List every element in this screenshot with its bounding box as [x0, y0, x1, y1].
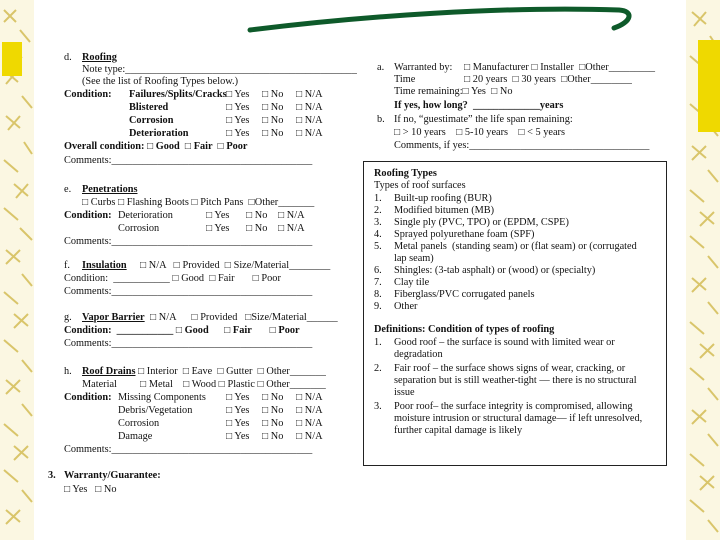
no-checkbox[interactable]: □ No — [262, 102, 284, 113]
roof-type-item: Modified bitumen (MB) — [394, 205, 495, 216]
section-g-number: g. — [64, 312, 72, 323]
drain-material-options[interactable]: Material □ Metal □ Wood □ Plastic □ Other_______ — [82, 379, 326, 390]
comments-field[interactable]: Comments:_______________________________________ — [64, 286, 313, 297]
warranty-comments-field[interactable]: Comments, if yes:___________________________________ — [394, 140, 650, 151]
definition-number: 2. — [374, 363, 382, 374]
roof-type-item: Built-up roofing (BUR) — [394, 193, 492, 204]
definition-line: Poor roof– the surface integrity is compromised, allowing — [394, 401, 633, 412]
insulation-condition[interactable]: Condition: ___________ □ Good □ Fair □ Poor — [64, 273, 281, 284]
section-h-title: Roof Drains — [82, 366, 136, 377]
roof-type-item: Clay tile — [394, 277, 430, 288]
roof-type-item: Metal panels (standing seam) or (flat seam) or (corrugated — [394, 241, 637, 252]
header-swoosh — [34, 0, 686, 38]
section-e-title: Penetrations — [82, 184, 138, 195]
no-checkbox[interactable]: □ No — [246, 210, 268, 221]
condition-item: Deterioration — [129, 128, 189, 139]
penetration-options[interactable]: □ Curbs □ Flashing Boots □ Pitch Pans □Other_______ — [82, 197, 315, 208]
definition-line: degradation — [394, 349, 443, 360]
roof-type-item: Fiberglass/PVC corrugated panels — [394, 289, 535, 300]
condition-item: Blistered — [129, 102, 169, 113]
na-checkbox[interactable]: □ N/A — [278, 223, 305, 234]
comments-field[interactable]: Comments:_______________________________________ — [64, 338, 313, 349]
drain-type-options[interactable]: □ Interior □ Eave □ Gutter □ Other_______ — [138, 366, 326, 377]
roof-type-number: 3. — [374, 217, 382, 228]
roof-type-item: Shingles: (3-tab asphalt) or (wood) or (specialty) — [394, 265, 596, 276]
roof-type-item: Other — [394, 301, 418, 312]
yes-checkbox[interactable]: □ Yes — [226, 392, 250, 403]
yes-checkbox[interactable]: □ Yes — [226, 128, 250, 139]
section-e-number: e. — [64, 184, 72, 195]
yes-checkbox[interactable]: □ Yes — [226, 115, 250, 126]
definition-line: Fair roof – the surface shows signs of wear, cracking, or — [394, 363, 626, 374]
vapor-barrier-condition[interactable]: Condition: ___________ □ Good □ Fair □ Poor — [64, 325, 300, 336]
roof-type-number: 4. — [374, 229, 382, 240]
definition-number: 1. — [374, 337, 382, 348]
warranty-yes-no[interactable]: □ Yes □ No — [64, 484, 117, 495]
warranted-by-options[interactable]: □ Manufacturer □ Installer □Other_________ — [464, 62, 656, 73]
roof-type-number: 9. — [374, 301, 382, 312]
roof-type-item: lap seam) — [394, 253, 434, 264]
na-checkbox[interactable]: □ N/A — [296, 392, 323, 403]
condition-item: Corrosion — [129, 115, 174, 126]
lifespan-options[interactable]: □ > 10 years □ 5-10 years □ < 5 years — [394, 127, 565, 138]
condition-item: Corrosion — [118, 418, 160, 429]
section-g-title: Vapor Barrier — [82, 312, 145, 323]
comments-field[interactable]: Comments:_______________________________________ — [64, 155, 313, 166]
na-checkbox[interactable]: □ N/A — [278, 210, 305, 221]
na-checkbox[interactable]: □ N/A — [296, 115, 323, 126]
yes-checkbox[interactable]: □ Yes — [226, 89, 250, 100]
condition-item: Deterioration — [118, 210, 173, 221]
left-decorative-panel — [0, 0, 34, 540]
no-checkbox[interactable]: □ No — [262, 405, 284, 416]
yes-checkbox[interactable]: □ Yes — [206, 210, 230, 221]
roof-type-number: 6. — [374, 265, 382, 276]
time-options[interactable]: □ 20 years □ 30 years □Other________ — [464, 74, 632, 85]
roofing-types-title: Roofing Types — [374, 168, 437, 179]
leaf-pattern-icon — [0, 0, 34, 540]
time-label: Time — [394, 74, 416, 85]
comments-field[interactable]: Comments:_______________________________________ — [64, 444, 313, 455]
condition-item: Missing Components — [118, 392, 206, 403]
condition-item: Damage — [118, 431, 153, 442]
definition-line: separation but is still weather-tight — there is no structural — [394, 375, 637, 386]
roof-type-number: 1. — [374, 193, 382, 204]
roof-type-item: Single ply (PVC, TPO) or (EPDM, CSPE) — [394, 217, 569, 228]
na-checkbox[interactable]: □ N/A — [296, 102, 323, 113]
definition-line: Good roof – the surface is sound with limited wear or — [394, 337, 615, 348]
section-3-number: 3. — [48, 470, 56, 481]
warranted-by-label: Warranted by: — [394, 62, 453, 73]
yes-checkbox[interactable]: □ Yes — [226, 431, 250, 442]
yes-checkbox[interactable]: □ Yes — [226, 418, 250, 429]
section-d-title: Roofing — [82, 52, 117, 63]
na-checkbox[interactable]: □ N/A — [296, 431, 323, 442]
condition-label: Condition: — [64, 210, 112, 221]
no-checkbox[interactable]: □ No — [262, 431, 284, 442]
definition-line: issue — [394, 387, 415, 398]
definition-number: 3. — [374, 401, 382, 412]
section-f-title: Insulation — [82, 260, 127, 271]
no-checkbox[interactable]: □ No — [246, 223, 268, 234]
na-checkbox[interactable]: □ N/A — [296, 418, 323, 429]
roofing-types-subtitle: Types of roof surfaces — [374, 180, 466, 191]
guestimate-label: If no, “guestimate” the life span remaining: — [394, 114, 573, 125]
yes-checkbox[interactable]: □ Yes — [226, 102, 250, 113]
no-checkbox[interactable]: □ No — [262, 392, 284, 403]
note-type-field[interactable]: Note type:_____________________________________________ — [82, 64, 357, 75]
definition-line: moisture intrusion or structural damage— if left unresolved, — [394, 413, 643, 424]
yes-checkbox[interactable]: □ Yes — [206, 223, 230, 234]
definition-line: further capital damage is likely — [394, 425, 523, 436]
time-remaining[interactable]: Time remaining:□ Yes □ No — [394, 86, 513, 97]
condition-label: Condition: — [64, 392, 112, 403]
leaf-pattern-icon — [686, 0, 720, 540]
see-list-note: (See the list of Roofing Types below.) — [82, 76, 238, 87]
overall-condition[interactable]: Overall condition: □ Good □ Fair □ Poor — [64, 141, 248, 152]
condition-item: Corrosion — [118, 223, 160, 234]
right-decorative-panel — [686, 0, 720, 540]
roof-type-number: 8. — [374, 289, 382, 300]
section-f-number: f. — [64, 260, 71, 271]
warranty-b-number: b. — [377, 114, 385, 125]
condition-label: Condition: — [64, 89, 112, 100]
no-checkbox[interactable]: □ No — [262, 89, 284, 100]
na-checkbox[interactable]: □ N/A — [296, 128, 323, 139]
warranty-a-number: a. — [377, 62, 385, 73]
yes-checkbox[interactable]: □ Yes — [226, 405, 250, 416]
insulation-options[interactable]: □ N/A □ Provided □ Size/Material________ — [140, 260, 331, 271]
na-checkbox[interactable]: □ N/A — [296, 89, 323, 100]
no-checkbox[interactable]: □ No — [262, 115, 284, 126]
no-checkbox[interactable]: □ No — [262, 128, 284, 139]
how-long-field[interactable]: If yes, how long? _____________years — [394, 100, 564, 111]
comments-field[interactable]: Comments:_______________________________________ — [64, 236, 313, 247]
vapor-barrier-options[interactable]: □ N/A □ Provided □Size/Material______ — [150, 312, 338, 323]
definitions-title: Definitions: Condition of types of roofing — [374, 324, 555, 335]
section-h-number: h. — [64, 366, 72, 377]
na-checkbox[interactable]: □ N/A — [296, 405, 323, 416]
condition-item: Debris/Vegetation — [118, 405, 193, 416]
roof-type-number: 2. — [374, 205, 382, 216]
roof-type-item: Sprayed polyurethane foam (SPF) — [394, 229, 535, 240]
roof-type-number: 7. — [374, 277, 382, 288]
swoosh-icon — [34, 0, 686, 38]
no-checkbox[interactable]: □ No — [262, 418, 284, 429]
section-3-title: Warranty/Guarantee: — [64, 470, 161, 481]
form-page — [34, 38, 686, 540]
condition-item: Failures/Splits/Cracks — [129, 89, 227, 100]
roof-type-number: 5. — [374, 241, 382, 252]
section-d-number: d. — [64, 52, 72, 63]
